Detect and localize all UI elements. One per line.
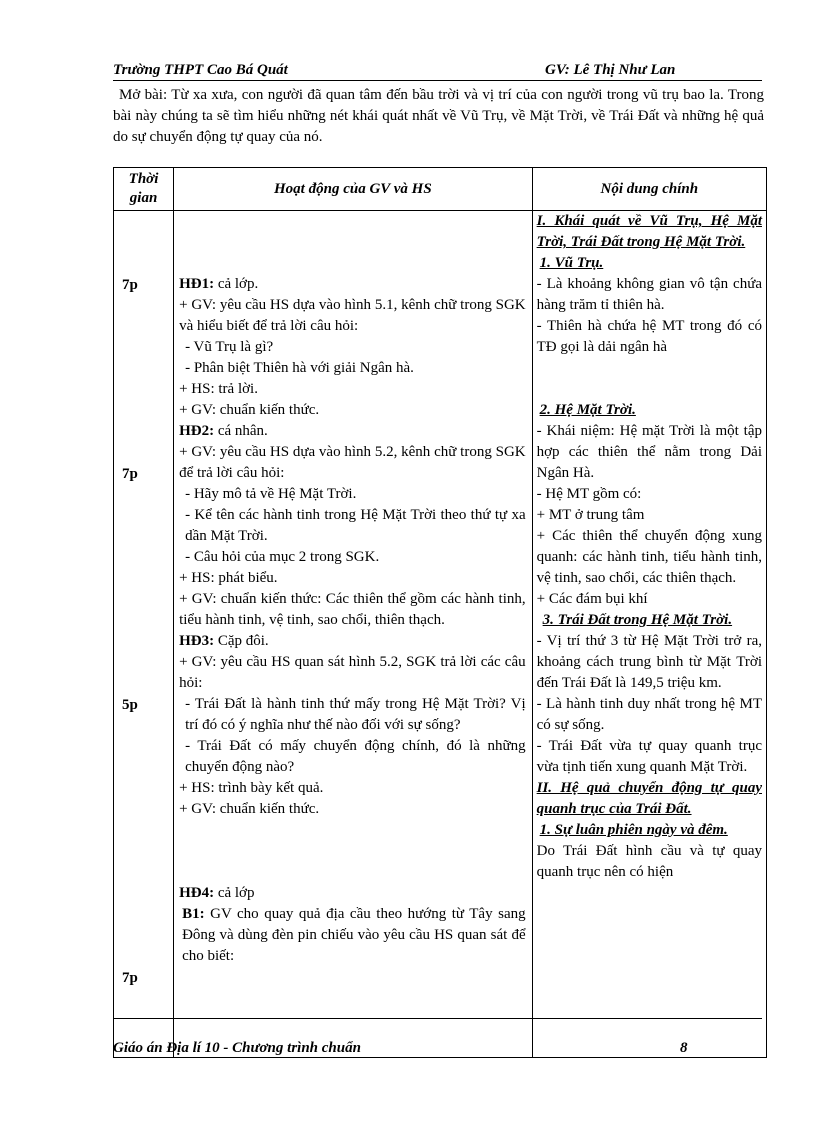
time-hd4: 7p [122,970,138,986]
teacher-name: GV: Lê Thị Như Lan [545,62,676,78]
time-column [114,211,174,1058]
subsection-3-heading: 3. Trái Đất trong Hệ Mặt Trời. [542,612,733,628]
lesson-table [113,167,767,1058]
content-line: - Hệ MT gồm có: [536,486,642,502]
hd4-b1: B1: GV cho quay quả địa cầu theo hướng từ Tây sang Đông và dùng đèn pin chiếu vào yêu cầu HS quan sát để cho biết: [182,906,526,964]
hd4-title: HĐ4: cả lớp [179,885,255,901]
content-line: + MT ở trung tâm [536,507,645,523]
hd2-title: HĐ2: cá nhân. [179,423,268,439]
content-line: + Các đám bụi khí [536,591,648,607]
content-line: - Là khoảng không gian vô tận chứa hàng trăm tỉ thiên hà. [536,276,762,313]
hd1-title: HĐ1: cả lớp. [179,276,259,292]
page-header [113,62,762,81]
content-line: + Các thiên thể chuyển động xung quanh: các hành tinh, tiểu hành tinh, vệ tinh, sao chổi, các thiên thạch. [536,528,762,586]
time-hd1: 7p [122,277,138,293]
hd2-line: - Câu hỏi của mục 2 trong SGK. [185,549,380,565]
subsection-2-heading: 2. Hệ Mặt Trời. [539,402,636,418]
table-header-row [114,168,767,211]
content-line: - Thiên hà chứa hệ MT trong đó có TĐ gọi là dải ngân hà [536,318,762,355]
hd3-line: + GV: chuẩn kiến thức. [179,801,320,817]
hd1-line: + GV: yêu cầu HS dựa vào hình 5.1, kênh chữ trong SGK và hiểu biết để trả lời câu hỏi: [179,297,526,334]
hd2-line: - Kể tên các hành tinh trong Hệ Mặt Trời theo thứ tự xa dần Mặt Trời. [185,507,526,544]
page-number: 8 [680,1040,688,1056]
page-footer [113,1018,762,1056]
school-name: Trường THPT Cao Bá Quát [113,62,288,78]
hd1-line: - Phân biệt Thiên hà với giải Ngân hà. [185,360,414,376]
content-line: - Là hành tinh duy nhất trong hệ MT có sự sống. [536,696,762,733]
hd3-line: - Trái Đất là hành tinh thứ mấy trong Hệ Mặt Trời? Vị trí đó có ý nghĩa như thế nào đối với sự sống? [185,696,526,733]
header-time: Thời gian [114,168,174,211]
activity-column [174,211,533,1058]
intro-paragraph: Mở bài: Từ xa xưa, con người đã quan tâm đến bầu trời và vị trí của con người trong vũ trụ bao la. Trong bài này chúng ta sẽ tìm hiểu những nét khái quát nhất về Vũ Trụ, về Mặt Trời, về Trái Đất và những hệ quả do sự chuyển động tự quay của nó. [113,87,764,145]
subsection-4-heading: 1. Sự luân phiên ngày và đêm. [539,822,728,838]
hd3-title: HĐ3: Cặp đôi. [179,633,269,649]
section-2-heading: II. Hệ quả chuyển động tự quay quanh trục của Trái Đất. [536,780,762,817]
content-line: - Khái niệm: Hệ mặt Trời là một tập hợp các thiên thể nằm trong Dải Ngân Hà. [536,423,762,481]
hd3-line: + HS: trình bày kết quả. [179,780,324,796]
hd2-line: + HS: phát biểu. [179,570,278,586]
hd3-line: - Trái Đất có mấy chuyển động chính, đó là những chuyển động nào? [185,738,526,775]
header-content: Nội dung chính [532,168,766,211]
content-line: - Vị trí thứ 3 từ Hệ Mặt Trời trở ra, khoảng cách trung bình từ Mặt Trời đến Trái Đất là 149,5 triệu km. [536,633,762,691]
footer-title: Giáo án Địa lí 10 - Chương trình chuẩn [113,1040,361,1056]
time-hd2: 7p [122,466,138,482]
section-1-heading: I. Khái quát về Vũ Trụ, Hệ Mặt Trời, Trái Đất trong Hệ Mặt Trời. [536,213,762,250]
hd3-line: + GV: yêu cầu HS quan sát hình 5.2, SGK trả lời các câu hỏi: [179,654,526,691]
content-line: - Trái Đất vừa tự quay quanh trục vừa tịnh tiến xung quanh Mặt Trời. [536,738,762,775]
hd2-line: - Hãy mô tả về Hệ Mặt Trời. [185,486,357,502]
time-hd3: 5p [122,697,138,713]
header-activity: Hoạt động của GV và HS [174,168,533,211]
hd1-line: - Vũ Trụ là gì? [185,339,274,355]
content-line: Do Trái Đất hình cầu và tự quay quanh trục nên có hiện [536,843,762,880]
hd2-line: + GV: chuẩn kiến thức: Các thiên thể gồm các hành tinh, tiểu hành tinh, vệ tinh, sao chổi, thiên thạch. [179,591,526,628]
table-row [114,211,767,1058]
subsection-1-heading: 1. Vũ Trụ. [539,255,604,271]
hd1-line: + HS: trả lời. [179,381,258,397]
hd2-line: + GV: yêu cầu HS dựa vào hình 5.2, kênh chữ trong SGK để trả lời câu hỏi: [179,444,526,481]
hd1-line: + GV: chuẩn kiến thức. [179,402,320,418]
content-column [532,211,766,1058]
